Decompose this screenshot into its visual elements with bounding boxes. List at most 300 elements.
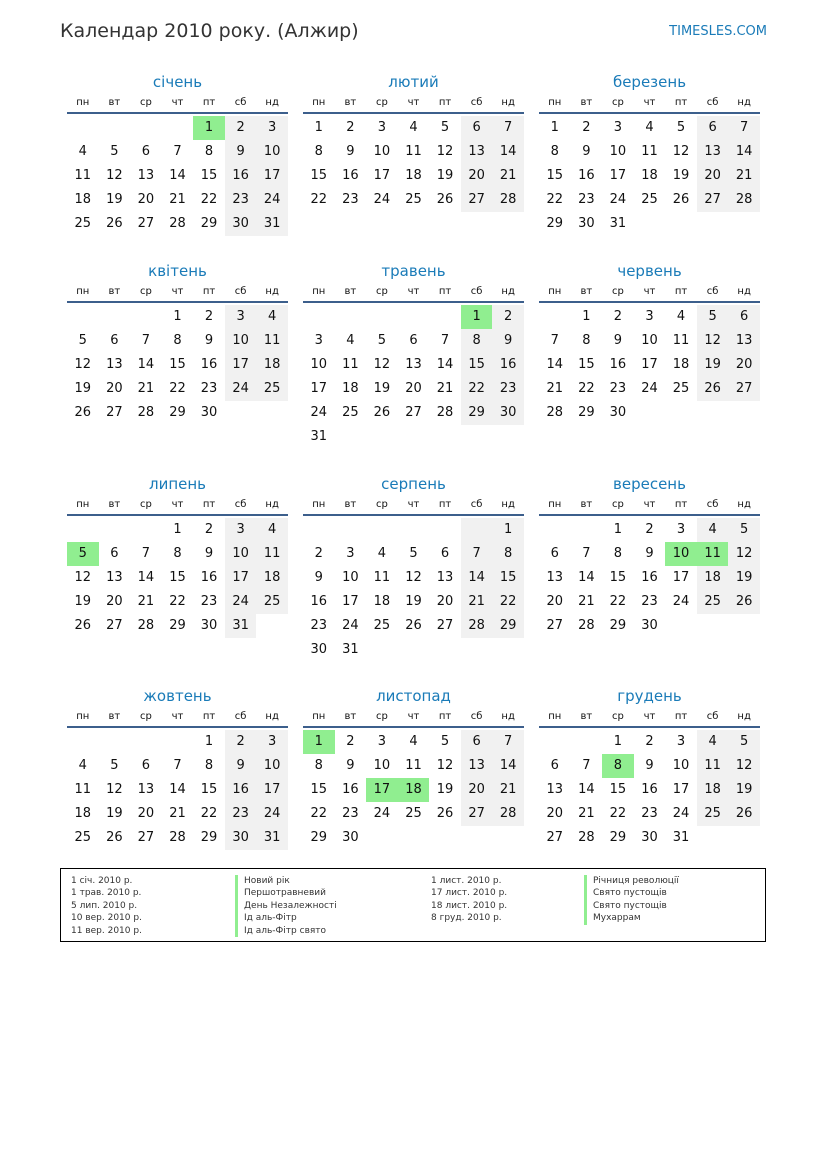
day-cell: 15 (169, 570, 186, 585)
day-cell: 13 (546, 782, 564, 797)
empty-day-cell (130, 116, 162, 140)
day-cell: 3 (676, 522, 686, 537)
page-title: Календар 2010 року. (Алжир) (60, 20, 359, 42)
weekday-label: сб (706, 499, 719, 510)
days-grid (539, 518, 760, 638)
weekday-label: нд (265, 97, 279, 108)
weekday-label: сб (234, 286, 247, 297)
day-cell: 6 (141, 144, 151, 159)
day-cell: 29 (169, 618, 186, 633)
day-cell: 18 (373, 594, 391, 609)
day-cell: 9 (645, 758, 654, 773)
day-cell: 6 (697, 116, 729, 140)
weekday-label: пт (438, 97, 452, 108)
empty-day-cell (366, 518, 398, 542)
days-grid (303, 518, 524, 662)
day-cell: 11 (74, 168, 92, 183)
day-cell: 20 (546, 594, 564, 609)
weekday-label: пт (202, 97, 216, 108)
day-cell: 17 (672, 570, 690, 585)
empty-day-cell (697, 614, 729, 638)
day-cell: 9 (645, 546, 654, 561)
day-cell: 19 (436, 168, 454, 183)
day-cell: 31 (672, 830, 690, 845)
day-cell: 11 (342, 357, 359, 372)
day-cell: 4 (676, 309, 686, 324)
weekday-label: пн (76, 711, 90, 722)
day-cell: 6 (461, 116, 493, 140)
day-cell: 26 (728, 590, 760, 614)
weekday-label: ср (611, 499, 624, 510)
day-cell: 20 (137, 806, 155, 821)
day-cell: 5 (697, 305, 729, 329)
day-cell: 4 (346, 333, 355, 348)
day-cell: 16 (200, 357, 218, 372)
day-cell: 30 (641, 830, 658, 845)
weekday-label: чт (171, 711, 184, 722)
weekday-label: пн (312, 97, 326, 108)
empty-day-cell (665, 614, 697, 638)
day-cell: 18 (405, 168, 422, 183)
weekday-label: ср (611, 711, 624, 722)
day-cell: 13 (137, 782, 155, 797)
day-cell: 15 (461, 353, 493, 377)
day-cell: 28 (169, 830, 186, 845)
day-cell: 10 (225, 329, 257, 353)
empty-day-cell (461, 638, 493, 662)
weekday-label: ср (375, 97, 388, 108)
month-block (67, 474, 288, 638)
day-cell: 9 (613, 333, 623, 348)
month-name: жовтень (143, 687, 212, 705)
day-cell: 22 (578, 381, 595, 396)
day-cell: 9 (225, 754, 257, 778)
day-cell: 7 (728, 116, 760, 140)
day-cell: 4 (697, 730, 729, 754)
day-cell: 18 (697, 566, 729, 590)
day-cell: 22 (169, 381, 186, 396)
day-cell: 4 (409, 734, 418, 749)
weekday-label: вт (344, 499, 357, 510)
day-cell: 22 (609, 806, 627, 821)
day-cell: 28 (492, 188, 524, 212)
day-cell: 6 (141, 758, 151, 773)
day-cell: 5 (409, 546, 418, 561)
day-cell: 23 (200, 381, 218, 396)
day-cell: 8 (492, 542, 524, 566)
weekday-label: чт (407, 711, 420, 722)
weekday-label: вт (344, 711, 357, 722)
weekday-label: пн (76, 499, 90, 510)
weekday-header (67, 283, 288, 303)
weekday-label: сб (234, 499, 247, 510)
day-cell: 27 (461, 188, 493, 212)
weekday-label: пт (438, 499, 452, 510)
day-cell: 27 (436, 618, 454, 633)
day-cell: 19 (728, 778, 760, 802)
weekday-header (67, 94, 288, 114)
day-cell: 15 (200, 168, 218, 183)
weekday-label: вт (580, 97, 593, 108)
empty-day-cell (335, 518, 367, 542)
holiday-date: 8 груд. 2010 р. (431, 913, 502, 924)
day-cell: 17 (256, 164, 288, 188)
day-cell: 23 (609, 381, 627, 396)
day-cell: 2 (225, 116, 257, 140)
day-cell: 3 (256, 730, 288, 754)
day-cell: 29 (492, 614, 524, 638)
day-cell: 24 (373, 192, 391, 207)
day-cell: 30 (225, 212, 257, 236)
site-link[interactable]: TIMESLES.COM (669, 24, 767, 39)
empty-day-cell (398, 826, 430, 850)
day-cell: 3 (256, 116, 288, 140)
day-cell: 24 (672, 594, 690, 609)
empty-day-cell (728, 212, 760, 236)
day-cell: 18 (697, 778, 729, 802)
weekday-label: чт (643, 97, 656, 108)
day-cell: 21 (436, 381, 454, 396)
day-cell: 25 (373, 618, 391, 633)
month-block (539, 474, 760, 638)
day-cell: 24 (609, 192, 627, 207)
day-cell: 4 (645, 120, 654, 135)
day-cell: 7 (582, 758, 591, 773)
month-name: квітень (148, 262, 207, 280)
day-cell: 24 (256, 188, 288, 212)
empty-day-cell (539, 305, 571, 329)
day-cell: 25 (672, 381, 690, 396)
day-cell: 5 (78, 333, 87, 348)
empty-day-cell (398, 518, 430, 542)
day-cell: 26 (405, 618, 422, 633)
day-cell: 23 (492, 377, 524, 401)
empty-day-cell (728, 826, 760, 850)
day-cell: 10 (609, 144, 627, 159)
day-cell: 12 (672, 144, 690, 159)
days-grid (67, 305, 288, 425)
day-cell: 14 (169, 782, 186, 797)
empty-day-cell (492, 826, 524, 850)
empty-day-cell (130, 305, 162, 329)
day-cell: 8 (582, 333, 591, 348)
day-cell: 10 (672, 758, 690, 773)
empty-day-cell (99, 116, 131, 140)
weekday-header (303, 708, 524, 728)
day-cell: 29 (169, 405, 186, 420)
day-cell: 23 (641, 594, 658, 609)
day-cell: 14 (169, 168, 186, 183)
weekday-label: нд (501, 97, 515, 108)
day-cell: 29 (200, 216, 218, 231)
day-cell: 20 (436, 594, 454, 609)
weekday-label: вт (108, 711, 121, 722)
weekday-label: нд (737, 711, 751, 722)
holiday-date: 1 лист. 2010 р. (431, 876, 502, 886)
day-cell: 20 (137, 192, 155, 207)
empty-day-cell (99, 518, 131, 542)
day-cell: 15 (578, 357, 595, 372)
day-cell: 15 (310, 782, 328, 797)
day-cell: 21 (546, 381, 564, 396)
weekday-header (539, 708, 760, 728)
weekday-label: пт (674, 711, 688, 722)
weekday-label: чт (171, 499, 184, 510)
empty-day-cell (728, 401, 760, 425)
day-cell: 5 (440, 734, 450, 749)
day-cell: 5 (110, 144, 119, 159)
weekday-label: чт (643, 499, 656, 510)
month-block (303, 474, 524, 662)
day-cell: 20 (697, 164, 729, 188)
weekday-label: нд (265, 711, 279, 722)
weekday-label: вт (108, 499, 121, 510)
day-cell: 23 (342, 806, 359, 821)
day-cell: 31 (342, 642, 359, 657)
day-cell: 4 (697, 518, 729, 542)
day-cell: 16 (609, 357, 627, 372)
day-cell: 23 (225, 188, 257, 212)
day-cell: 18 (672, 357, 690, 372)
day-cell: 26 (373, 405, 391, 420)
weekday-label: чт (407, 97, 420, 108)
day-cell: 25 (342, 405, 359, 420)
day-cell: 8 (204, 144, 214, 159)
weekday-label: пн (312, 286, 326, 297)
day-cell: 6 (550, 758, 559, 773)
holiday-name: Ід аль-Фітр (235, 912, 297, 924)
empty-day-cell (162, 730, 194, 754)
day-cell: 16 (342, 168, 359, 183)
day-cell: 4 (409, 120, 418, 135)
day-cell: 29 (310, 830, 328, 845)
day-cell: 2 (492, 305, 524, 329)
day-cell: 17 (641, 357, 658, 372)
weekday-label: чт (407, 499, 420, 510)
day-cell: 1 (314, 120, 323, 135)
day-cell: 9 (204, 546, 214, 561)
day-cell: 9 (204, 333, 214, 348)
day-cell: 17 (342, 594, 359, 609)
weekday-label: нд (265, 499, 279, 510)
day-cell: 7 (492, 116, 524, 140)
weekday-label: сб (706, 97, 719, 108)
day-cell: 16 (225, 778, 257, 802)
day-cell: 2 (204, 309, 214, 324)
day-cell: 21 (728, 164, 760, 188)
day-cell: 25 (697, 802, 729, 826)
weekday-label: нд (501, 286, 515, 297)
empty-day-cell (429, 826, 461, 850)
day-cell: 31 (609, 216, 627, 231)
day-cell: 29 (461, 401, 493, 425)
weekday-label: сб (470, 711, 483, 722)
day-cell: 20 (461, 164, 493, 188)
empty-day-cell (398, 638, 430, 662)
holiday-date: 1 січ. 2010 р. (71, 876, 133, 886)
day-cell: 27 (697, 188, 729, 212)
weekday-label: пт (438, 711, 452, 722)
day-cell: 16 (200, 570, 218, 585)
holiday-date: 18 лист. 2010 р. (431, 900, 508, 911)
day-cell: 27 (546, 830, 564, 845)
weekday-label: нд (737, 286, 751, 297)
day-cell: 15 (169, 357, 186, 372)
holiday-date: 10 вер. 2010 р. (71, 913, 142, 924)
day-cell: 10 (256, 140, 288, 164)
day-cell: 17 (256, 778, 288, 802)
day-cell: 11 (74, 782, 92, 797)
day-cell: 2 (346, 120, 355, 135)
day-cell: 24 (256, 802, 288, 826)
day-cell: 28 (492, 802, 524, 826)
weekday-label: пт (674, 499, 688, 510)
weekday-label: пн (76, 97, 90, 108)
day-cell: 17 (609, 168, 627, 183)
weekday-header (303, 94, 524, 114)
day-cell: 16 (342, 782, 359, 797)
day-cell: 22 (310, 192, 328, 207)
day-cell: 11 (697, 542, 729, 566)
month-name: вересень (613, 475, 686, 493)
weekday-label: пн (312, 499, 326, 510)
day-cell: 11 (697, 754, 729, 778)
day-cell: 26 (436, 806, 454, 821)
day-cell: 19 (672, 168, 690, 183)
empty-day-cell (303, 305, 335, 329)
day-cell: 14 (137, 357, 155, 372)
day-cell: 19 (728, 566, 760, 590)
day-cell: 5 (728, 730, 760, 754)
day-cell: 12 (728, 542, 760, 566)
day-cell: 2 (346, 734, 355, 749)
month-name: лютий (388, 73, 439, 91)
holiday-name: Ід аль-Фітр свято (235, 925, 326, 937)
day-cell: 21 (492, 778, 524, 802)
day-cell: 7 (440, 333, 450, 348)
day-cell: 26 (672, 192, 690, 207)
day-cell: 7 (550, 333, 559, 348)
day-cell: 24 (225, 377, 257, 401)
empty-day-cell (634, 401, 666, 425)
day-cell: 6 (728, 305, 760, 329)
empty-day-cell (67, 730, 99, 754)
day-cell: 2 (645, 522, 654, 537)
day-cell: 18 (641, 168, 658, 183)
weekday-label: сб (470, 499, 483, 510)
empty-day-cell (429, 518, 461, 542)
weekday-label: пт (202, 286, 216, 297)
weekday-label: вт (108, 97, 121, 108)
weekday-label: чт (643, 711, 656, 722)
day-cell: 27 (405, 405, 422, 420)
day-cell: 10 (373, 144, 391, 159)
day-cell: 23 (310, 618, 328, 633)
day-cell: 11 (672, 333, 690, 348)
day-cell: 21 (578, 806, 595, 821)
empty-day-cell (130, 730, 162, 754)
day-cell: 24 (225, 590, 257, 614)
weekday-label: сб (706, 711, 719, 722)
day-cell: 15 (609, 570, 627, 585)
day-cell: 24 (342, 618, 359, 633)
day-cell: 30 (342, 830, 359, 845)
day-cell: 12 (74, 357, 92, 372)
day-cell: 8 (173, 546, 182, 561)
day-cell: 26 (74, 405, 92, 420)
day-cell: 14 (578, 782, 595, 797)
day-cell: 12 (697, 329, 729, 353)
day-cell: 17 (373, 168, 391, 183)
weekday-label: вт (108, 286, 121, 297)
day-cell: 28 (436, 405, 454, 420)
day-cell: 8 (314, 144, 323, 159)
day-cell: 22 (310, 806, 328, 821)
day-cell: 5 (676, 120, 686, 135)
day-cell: 6 (409, 333, 418, 348)
month-name: січень (152, 73, 203, 91)
day-cell: 9 (346, 758, 355, 773)
day-cell: 26 (697, 377, 729, 401)
empty-day-cell (429, 638, 461, 662)
day-cell: 31 (256, 212, 288, 236)
day-cell: 3 (377, 734, 387, 749)
day-cell: 18 (398, 778, 430, 802)
day-cell: 25 (697, 590, 729, 614)
day-cell: 4 (256, 518, 288, 542)
day-cell: 7 (582, 546, 591, 561)
day-cell: 27 (728, 377, 760, 401)
day-cell: 17 (310, 381, 328, 396)
day-cell: 9 (492, 329, 524, 353)
holiday-name: Річниця революції (584, 875, 679, 887)
day-cell: 8 (602, 754, 634, 778)
empty-day-cell (366, 425, 398, 449)
day-cell: 12 (74, 570, 92, 585)
day-cell: 21 (492, 164, 524, 188)
day-cell: 20 (106, 594, 123, 609)
day-cell: 7 (173, 758, 182, 773)
day-cell: 20 (106, 381, 123, 396)
empty-day-cell (697, 826, 729, 850)
day-cell: 13 (106, 357, 123, 372)
day-cell: 2 (613, 309, 623, 324)
day-cell: 3 (225, 518, 257, 542)
day-cell: 1 (204, 734, 214, 749)
day-cell: 30 (609, 405, 627, 420)
empty-day-cell (256, 614, 288, 638)
day-cell: 7 (141, 546, 151, 561)
day-cell: 3 (676, 734, 686, 749)
day-cell: 28 (137, 618, 155, 633)
day-cell: 29 (609, 618, 627, 633)
day-cell: 4 (377, 546, 387, 561)
empty-day-cell (492, 425, 524, 449)
day-cell: 25 (256, 590, 288, 614)
day-cell: 23 (342, 192, 359, 207)
day-cell: 22 (169, 594, 186, 609)
empty-day-cell (398, 425, 430, 449)
day-cell: 1 (303, 730, 335, 754)
day-cell: 1 (173, 522, 182, 537)
day-cell: 1 (613, 734, 623, 749)
weekday-label: пн (548, 286, 562, 297)
holiday-name: Мухаррам (584, 912, 641, 924)
empty-day-cell (461, 826, 493, 850)
day-cell: 13 (436, 570, 454, 585)
day-cell: 8 (550, 144, 559, 159)
day-cell: 30 (641, 618, 658, 633)
